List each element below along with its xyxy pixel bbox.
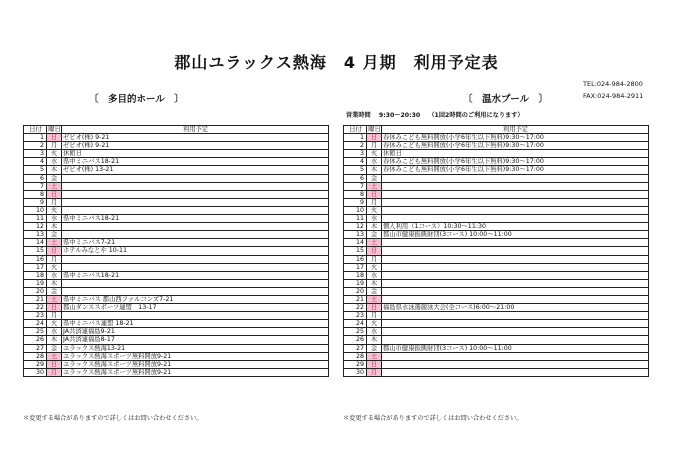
date-cell: 16 <box>24 255 47 263</box>
weekday-cell: 土 <box>47 182 62 190</box>
schedule-cell <box>382 198 649 206</box>
date-cell: 1 <box>344 134 367 142</box>
hours-note: （1回2時間のご利用になります） <box>428 112 524 119</box>
weekday-cell: 水 <box>367 271 382 279</box>
header-date: 日付 <box>24 126 47 134</box>
schedule-cell <box>62 223 329 231</box>
schedule-cell <box>62 231 329 239</box>
date-cell: 24 <box>344 320 367 328</box>
date-cell: 6 <box>24 174 47 182</box>
schedule-cell: JA共済連福島8-17 <box>62 336 329 344</box>
weekday-cell: 木 <box>367 166 382 174</box>
table-row <box>344 352 649 360</box>
weekday-cell: 木 <box>47 166 62 174</box>
date-cell: 6 <box>344 174 367 182</box>
date-cell: 10 <box>24 206 47 214</box>
table-row <box>24 320 329 328</box>
header-schedule: 利用予定 <box>62 126 329 134</box>
table-row <box>344 344 649 352</box>
table-row <box>24 304 329 312</box>
table-row <box>344 295 649 303</box>
schedule-cell <box>62 279 329 287</box>
date-cell: 3 <box>344 150 367 158</box>
date-cell: 2 <box>24 142 47 150</box>
weekday-cell: 日 <box>47 134 62 142</box>
date-cell: 11 <box>24 215 47 223</box>
weekday-cell: 日 <box>367 304 382 312</box>
table-row <box>344 320 649 328</box>
date-cell: 26 <box>24 336 47 344</box>
weekday-cell: 金 <box>367 174 382 182</box>
weekday-cell: 金 <box>47 287 62 295</box>
table-row <box>24 239 329 247</box>
date-cell: 21 <box>24 295 47 303</box>
table-row <box>24 150 329 158</box>
weekday-cell: 土 <box>47 352 62 360</box>
weekday-cell: 水 <box>47 271 62 279</box>
date-cell: 10 <box>344 206 367 214</box>
date-cell: 12 <box>344 223 367 231</box>
table-row <box>344 239 649 247</box>
weekday-cell: 月 <box>47 198 62 206</box>
schedule-cell <box>382 239 649 247</box>
schedule-cell <box>62 206 329 214</box>
schedule-cell <box>382 352 649 360</box>
schedule-cell <box>382 336 649 344</box>
date-cell: 30 <box>24 368 47 376</box>
weekday-cell: 土 <box>367 352 382 360</box>
hall-footnote: ＊変更する場合がありますので詳しくはお問い合わせください。 <box>23 415 203 422</box>
table-row <box>24 182 329 190</box>
table-row <box>24 215 329 223</box>
weekday-cell: 土 <box>47 295 62 303</box>
schedule-cell <box>382 182 649 190</box>
schedule-cell <box>382 368 649 376</box>
table-row <box>344 150 649 158</box>
schedule-cell <box>62 255 329 263</box>
schedule-cell <box>382 320 649 328</box>
weekday-cell: 月 <box>367 198 382 206</box>
date-cell: 2 <box>344 142 367 150</box>
weekday-cell: 月 <box>367 312 382 320</box>
hours-value: 9:30～20:30 <box>378 112 421 119</box>
weekday-cell: 土 <box>367 295 382 303</box>
table-row <box>24 352 329 360</box>
table-row <box>344 182 649 190</box>
weekday-cell: 水 <box>47 328 62 336</box>
date-cell: 25 <box>344 328 367 336</box>
fax-number: FAX:024-984-2911 <box>583 92 644 100</box>
weekday-cell: 水 <box>47 158 62 166</box>
weekday-cell: 木 <box>47 336 62 344</box>
weekday-cell: 木 <box>47 223 62 231</box>
pool-schedule-table <box>343 125 649 377</box>
weekday-cell: 日 <box>47 190 62 198</box>
weekday-cell: 火 <box>47 263 62 271</box>
schedule-cell: ゼビオ(株) 13-21 <box>62 166 329 174</box>
date-cell: 18 <box>24 271 47 279</box>
schedule-cell: ゼビオ(株) 9-21 <box>62 142 329 150</box>
weekday-cell: 火 <box>47 320 62 328</box>
schedule-cell: 郡山ダンススポーツ連盟 13-17 <box>62 304 329 312</box>
date-cell: 8 <box>344 190 367 198</box>
schedule-cell: 個人利用（1コース）10:30～11:30 <box>382 223 649 231</box>
table-row <box>344 336 649 344</box>
date-cell: 20 <box>24 287 47 295</box>
tel-number: TEL:024-984-2800 <box>583 80 643 88</box>
schedule-cell: ユラックス熱海スポーツ無料開放9-21 <box>62 368 329 376</box>
schedule-cell: ゼビオ(株) 9-21 <box>62 134 329 142</box>
date-cell: 24 <box>24 320 47 328</box>
table-row <box>344 328 649 336</box>
schedule-cell <box>62 263 329 271</box>
date-cell: 7 <box>344 182 367 190</box>
date-cell: 23 <box>344 312 367 320</box>
date-cell: 7 <box>24 182 47 190</box>
date-cell: 22 <box>344 304 367 312</box>
date-cell: 23 <box>24 312 47 320</box>
date-cell: 13 <box>344 231 367 239</box>
table-row <box>24 158 329 166</box>
schedule-cell: ユラックス熱海スポーツ無料開放9-21 <box>62 360 329 368</box>
schedule-cell <box>382 215 649 223</box>
schedule-cell <box>382 279 649 287</box>
date-cell: 15 <box>344 247 367 255</box>
table-row <box>344 190 649 198</box>
table-row <box>24 360 329 368</box>
weekday-cell: 金 <box>47 344 62 352</box>
date-cell: 1 <box>24 134 47 142</box>
schedule-cell <box>382 360 649 368</box>
table-row <box>24 312 329 320</box>
date-cell: 4 <box>24 158 47 166</box>
weekday-cell: 金 <box>367 344 382 352</box>
weekday-cell: 水 <box>47 215 62 223</box>
date-cell: 22 <box>24 304 47 312</box>
date-cell: 28 <box>344 352 367 360</box>
weekday-cell: 土 <box>367 182 382 190</box>
weekday-cell: 日 <box>367 190 382 198</box>
table-row <box>24 263 329 271</box>
table-row <box>24 134 329 142</box>
header-schedule: 利用予定 <box>382 126 649 134</box>
schedule-cell <box>382 174 649 182</box>
table-row <box>344 158 649 166</box>
schedule-cell: 休館日 <box>382 150 649 158</box>
hall-section-title: 〔 多目的ホール 〕 <box>89 94 184 105</box>
date-cell: 19 <box>344 279 367 287</box>
weekday-cell: 火 <box>367 263 382 271</box>
table-row <box>24 279 329 287</box>
weekday-cell: 金 <box>367 287 382 295</box>
date-cell: 19 <box>24 279 47 287</box>
schedule-cell: ユラックス熱海スポーツ無料開放9-21 <box>62 352 329 360</box>
table-row <box>344 368 649 376</box>
schedule-cell: JA共済連福島9-21 <box>62 328 329 336</box>
schedule-cell: 春休みこども無料開放(小学6年生以下無料)9:30～17:00 <box>382 142 649 150</box>
table-row <box>24 174 329 182</box>
date-cell: 26 <box>344 336 367 344</box>
date-cell: 16 <box>344 255 367 263</box>
schedule-cell: 春休みこども無料開放(小学6年生以下無料)9:30～17:00 <box>382 158 649 166</box>
weekday-cell: 月 <box>47 312 62 320</box>
weekday-cell: 日 <box>47 247 62 255</box>
table-row <box>24 206 329 214</box>
date-cell: 25 <box>24 328 47 336</box>
weekday-cell: 金 <box>47 174 62 182</box>
table-row <box>344 142 649 150</box>
date-cell: 15 <box>24 247 47 255</box>
schedule-cell <box>62 198 329 206</box>
table-row <box>24 344 329 352</box>
date-cell: 17 <box>344 263 367 271</box>
weekday-cell: 水 <box>367 158 382 166</box>
weekday-cell: 月 <box>367 142 382 150</box>
schedule-cell: ホテルみなとや 10-11 <box>62 247 329 255</box>
weekday-cell: 土 <box>367 239 382 247</box>
weekday-cell: 日 <box>367 247 382 255</box>
schedule-cell <box>62 287 329 295</box>
page-title: 郡山ユラックス熱海 4 月期 利用予定表 <box>174 53 499 72</box>
header-weekday: 曜日 <box>368 126 381 133</box>
table-row <box>344 255 649 263</box>
table-row <box>344 206 649 214</box>
schedule-cell <box>382 287 649 295</box>
table-row <box>24 223 329 231</box>
weekday-cell: 月 <box>367 368 382 376</box>
schedule-cell: 郡山市健康振興財団(3コース) 10:00～11:00 <box>382 231 649 239</box>
weekday-cell: 木 <box>367 223 382 231</box>
schedule-cell <box>382 206 649 214</box>
table-row <box>344 134 649 142</box>
table-row <box>24 166 329 174</box>
table-row <box>344 360 649 368</box>
date-cell: 14 <box>344 239 367 247</box>
weekday-cell: 月 <box>47 142 62 150</box>
table-row <box>344 263 649 271</box>
date-cell: 17 <box>24 263 47 271</box>
table-row <box>24 328 329 336</box>
schedule-cell: 県中ミニバス18-21 <box>62 215 329 223</box>
pool-hours <box>346 110 530 119</box>
table-row <box>344 166 649 174</box>
date-cell: 20 <box>344 287 367 295</box>
weekday-cell: 日 <box>47 304 62 312</box>
table-row <box>24 255 329 263</box>
weekday-cell: 火 <box>367 320 382 328</box>
weekday-cell: 木 <box>367 336 382 344</box>
table-row <box>344 279 649 287</box>
weekday-cell: 水 <box>367 328 382 336</box>
schedule-cell <box>382 247 649 255</box>
table-row <box>344 198 649 206</box>
schedule-cell: 春休みこども無料開放(小学6年生以下無料)9:30～17:00 <box>382 134 649 142</box>
schedule-cell <box>62 174 329 182</box>
schedule-cell: 県中ミニバス連盟 18-21 <box>62 320 329 328</box>
schedule-cell <box>382 312 649 320</box>
date-cell: 8 <box>24 190 47 198</box>
table-row <box>344 304 649 312</box>
hours-label: 営業時間 <box>346 112 371 119</box>
weekday-cell: 月 <box>47 255 62 263</box>
weekday-cell: 金 <box>47 231 62 239</box>
hall-schedule-table <box>23 125 329 377</box>
table-row <box>344 312 649 320</box>
schedule-cell: 県中ミニバス 郡山西ファルコンズ7-21 <box>62 295 329 303</box>
schedule-cell <box>62 312 329 320</box>
weekday-cell: 水 <box>367 215 382 223</box>
schedule-cell: 県中ミニバス18-21 <box>62 271 329 279</box>
weekday-cell: 日 <box>367 134 382 142</box>
date-cell: 5 <box>344 166 367 174</box>
weekday-cell: 火 <box>367 206 382 214</box>
schedule-cell: 休館日 <box>62 150 329 158</box>
table-row <box>24 336 329 344</box>
schedule-cell <box>62 190 329 198</box>
header-weekday: 曜日 <box>48 126 61 133</box>
pool-footnote: ＊変更する場合がありますので詳しくはお問い合わせください。 <box>343 415 523 422</box>
date-cell: 27 <box>24 344 47 352</box>
schedule-cell: 郡山市健康振興財団(3コース) 10:00～11:00 <box>382 344 649 352</box>
date-cell: 18 <box>344 271 367 279</box>
table-row <box>344 223 649 231</box>
date-cell: 9 <box>24 198 47 206</box>
schedule-cell: 県中ミニバス7-21 <box>62 239 329 247</box>
schedule-cell <box>382 295 649 303</box>
table-row <box>24 231 329 239</box>
table-row <box>344 271 649 279</box>
date-cell: 30 <box>344 368 367 376</box>
table-header-row <box>24 126 329 134</box>
weekday-cell: 火 <box>47 150 62 158</box>
schedule-cell: 福島県水泳選競泳大会(全コース)6:00～21:00 <box>382 304 649 312</box>
pool-section-title: 〔 温水プール 〕 <box>463 94 549 105</box>
table-row <box>24 368 329 376</box>
weekday-cell: 日 <box>367 360 382 368</box>
weekday-cell: 日 <box>47 360 62 368</box>
table-row <box>24 295 329 303</box>
table-row <box>24 190 329 198</box>
table-header-row <box>344 126 649 134</box>
schedule-cell: 春休みこども無料開放(小学6年生以下無料)9:30～17:00 <box>382 166 649 174</box>
table-row <box>24 198 329 206</box>
date-cell: 5 <box>24 166 47 174</box>
table-row <box>24 247 329 255</box>
table-row <box>344 287 649 295</box>
date-cell: 28 <box>24 352 47 360</box>
date-cell: 29 <box>344 360 367 368</box>
weekday-cell: 月 <box>47 368 62 376</box>
date-cell: 13 <box>24 231 47 239</box>
weekday-cell: 金 <box>367 231 382 239</box>
header-date: 日付 <box>344 126 367 134</box>
table-row <box>24 142 329 150</box>
schedule-cell <box>382 263 649 271</box>
weekday-cell: 木 <box>367 279 382 287</box>
date-cell: 29 <box>24 360 47 368</box>
date-cell: 21 <box>344 295 367 303</box>
table-row <box>344 247 649 255</box>
weekday-cell: 土 <box>47 239 62 247</box>
weekday-cell: 木 <box>47 279 62 287</box>
schedule-cell: 県中ミニバス18-21 <box>62 158 329 166</box>
schedule-cell <box>382 255 649 263</box>
schedule-cell <box>382 190 649 198</box>
table-row <box>344 174 649 182</box>
table-row <box>344 231 649 239</box>
date-cell: 27 <box>344 344 367 352</box>
weekday-cell: 火 <box>367 150 382 158</box>
table-row <box>24 287 329 295</box>
date-cell: 3 <box>24 150 47 158</box>
schedule-cell <box>62 182 329 190</box>
weekday-cell: 火 <box>47 206 62 214</box>
table-row <box>344 215 649 223</box>
schedule-cell <box>382 271 649 279</box>
date-cell: 11 <box>344 215 367 223</box>
schedule-cell <box>382 328 649 336</box>
date-cell: 14 <box>24 239 47 247</box>
date-cell: 9 <box>344 198 367 206</box>
weekday-cell: 月 <box>367 255 382 263</box>
date-cell: 4 <box>344 158 367 166</box>
schedule-cell: ユラックス熱海13-21 <box>62 344 329 352</box>
date-cell: 12 <box>24 223 47 231</box>
table-row <box>24 271 329 279</box>
